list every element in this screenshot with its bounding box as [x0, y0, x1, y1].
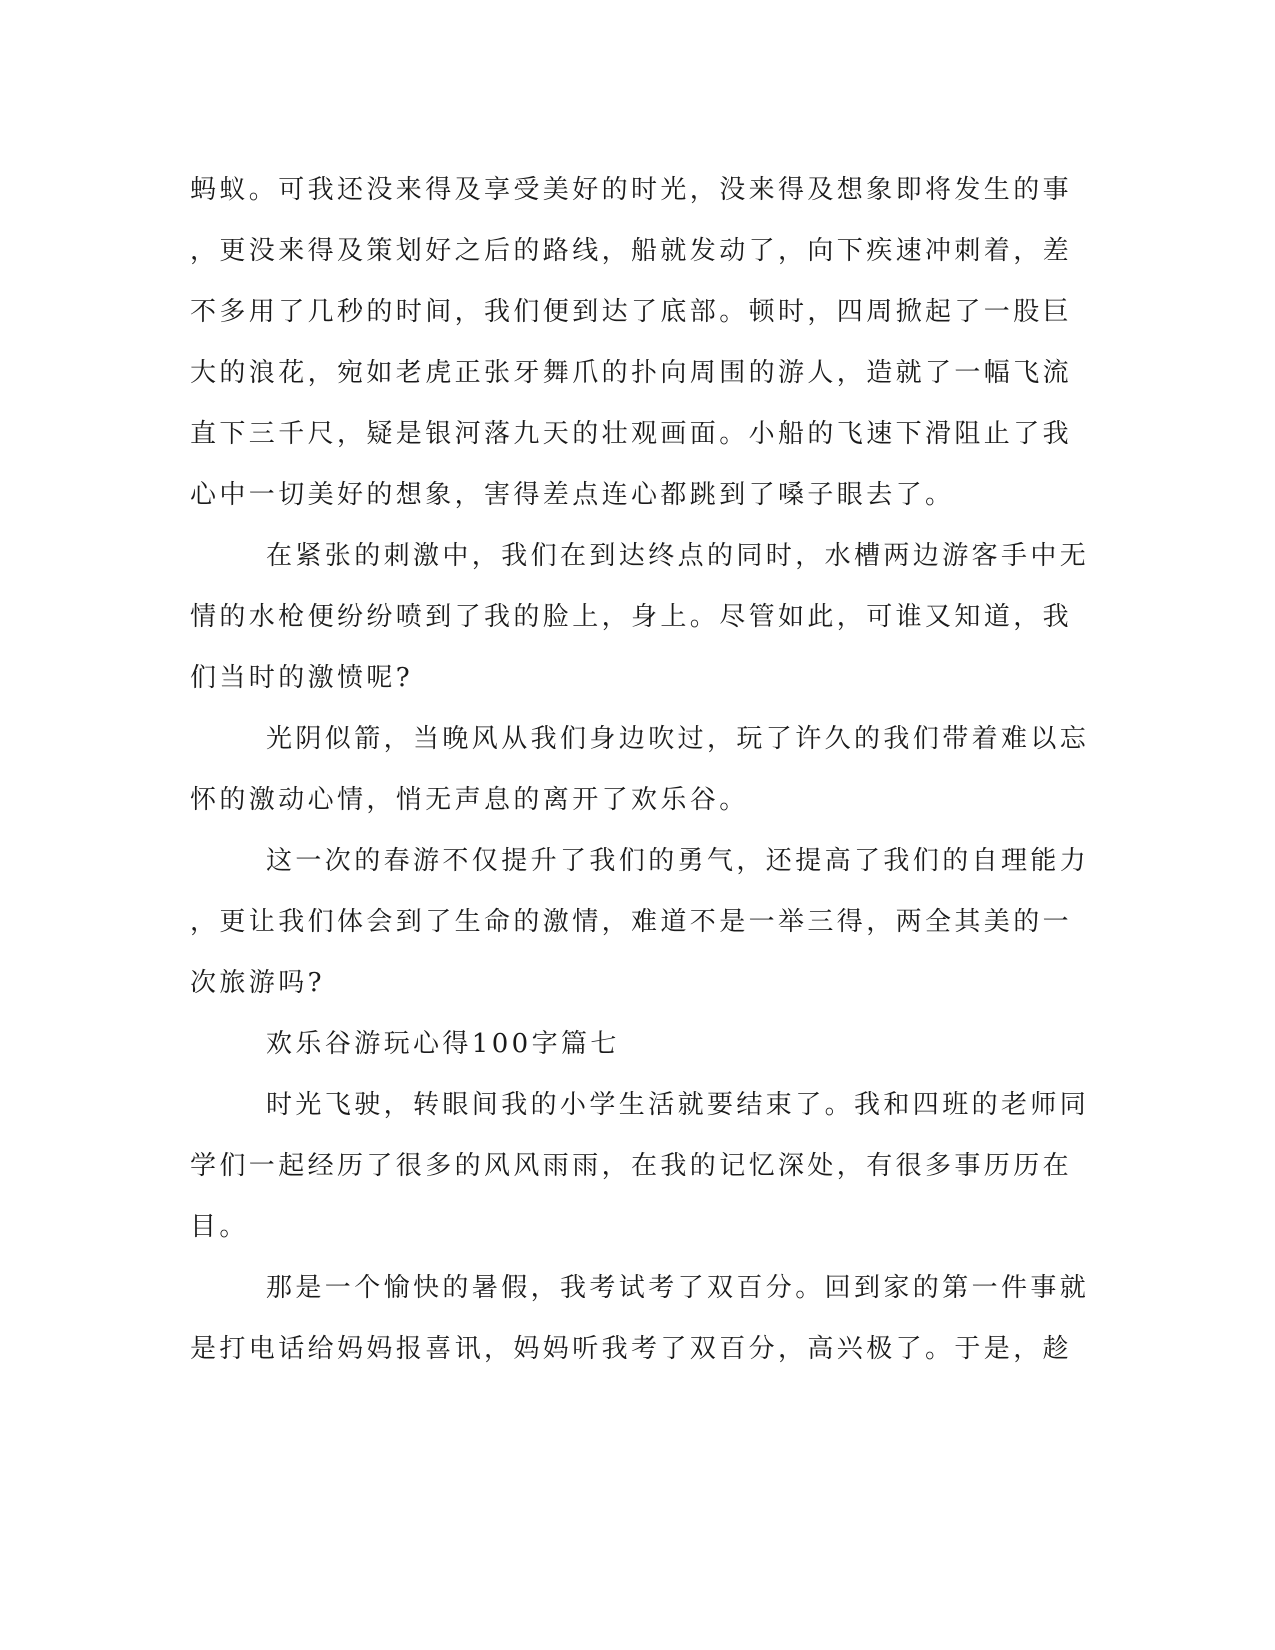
text-line: 们当时的激愤呢?: [190, 663, 414, 693]
text-line: 心中一切美好的想象，害得差点连心都跳到了嗓子眼去了。: [190, 480, 955, 510]
section-heading: 欢乐谷游玩心得100字篇七: [266, 1029, 620, 1059]
text-line: 这一次的春游不仅提升了我们的勇气，还提高了我们的自理能力: [266, 846, 1090, 876]
text-line: 在紧张的刺激中，我们在到达终点的同时，水槽两边游客手中无: [266, 541, 1090, 571]
text-line: 时光飞驶，转眼间我的小学生活就要结束了。我和四班的老师同: [266, 1090, 1090, 1120]
text-line: 直下三千尺，疑是银河落九天的壮观画面。小船的飞速下滑阻止了我: [190, 419, 1073, 449]
body-text: [190, 160, 1090, 1380]
text-line: ，更让我们体会到了生命的激情，难道不是一举三得，两全其美的一: [190, 907, 1073, 937]
text-line: 光阴似箭，当晚风从我们身边吹过，玩了许久的我们带着难以忘: [266, 724, 1090, 754]
text-line: 不多用了几秒的时间，我们便到达了底部。顿时，四周掀起了一股巨: [190, 297, 1073, 327]
text-line: 学们一起经历了很多的风风雨雨，在我的记忆深处，有很多事历历在: [190, 1151, 1073, 1181]
text-line: ，更没来得及策划好之后的路线，船就发动了，向下疾速冲刺着，差: [190, 236, 1073, 266]
text-line: 情的水枪便纷纷喷到了我的脸上，身上。尽管如此，可谁又知道，我: [190, 602, 1073, 632]
text-line: 目。: [190, 1212, 249, 1242]
text-line: 大的浪花，宛如老虎正张牙舞爪的扑向周围的游人，造就了一幅飞流: [190, 358, 1073, 388]
text-line: 蚂蚁。可我还没来得及享受美好的时光，没来得及想象即将发生的事: [190, 175, 1073, 205]
text-line: 次旅游吗?: [190, 968, 325, 998]
text-line: 是打电话给妈妈报喜讯，妈妈听我考了双百分，高兴极了。于是，趁: [190, 1334, 1073, 1364]
text-line: 那是一个愉快的暑假，我考试考了双百分。回到家的第一件事就: [266, 1273, 1090, 1303]
text-line: 怀的激动心情，悄无声息的离开了欢乐谷。: [190, 785, 749, 815]
